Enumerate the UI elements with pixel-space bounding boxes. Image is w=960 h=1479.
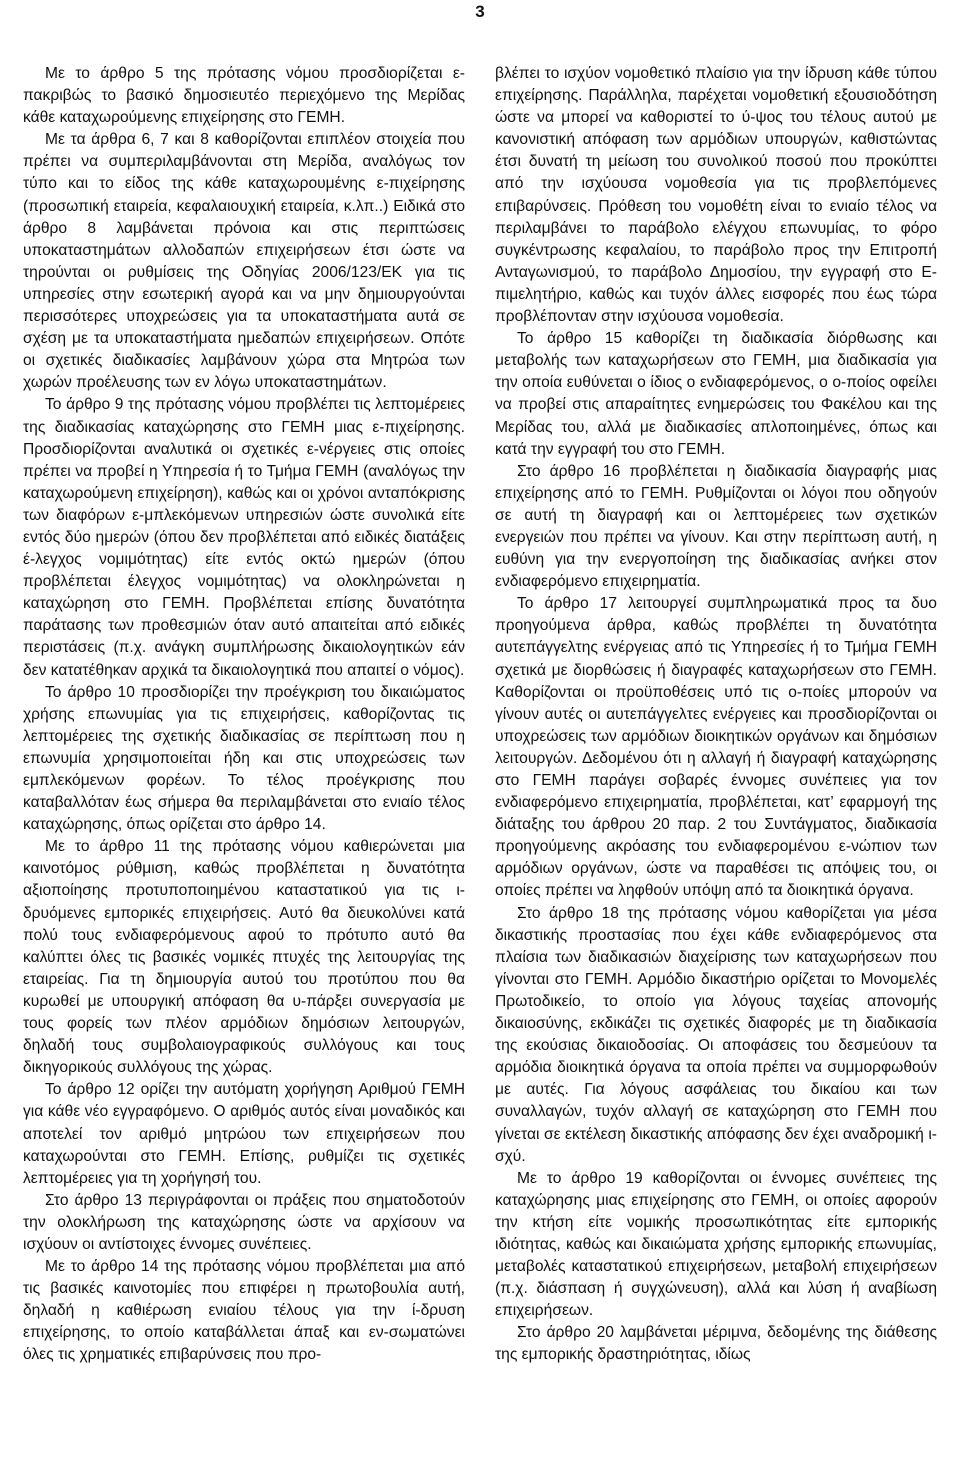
paragraph: Το άρθρο 12 ορίζει την αυτόματη χορήγηση Αριθμού ΓΕΜΗ για κάθε νέο εγγραφόμενο. Ο αριθμός αυτός είναι μοναδικός και αποτελεί τον αριθμό μητρώου των επιχειρήσεων που καταχωρούνται στο ΓΕΜΗ. Επίσης, ρυθμίζει τις σχετικές λεπτομέρειες για τη χορήγησή του. xyxy=(23,1081,465,1187)
paragraph-continued: βλέπει το ισχύον νομοθετικό πλαίσιο για την ίδρυση κάθε τύπου επιχείρησης. Παράλληλα, παρέχεται νομοθετική εξουσιοδότηση ώστε να μπορεί να καθοριστεί το ύ-ψος του τέλους αυτού με κανονιστική απόφαση των αρμόδιων υπουργών, καθιστώντας έτσι δυνατή τη μείωση του συνολικού ποσού που προκύπτει από την ισχύουσα νομοθεσία για τις προβλεπόμενες επιβαρύνσεις. Πρόθεση του νομοθέτη είναι το ενιαίο τέλος να περιλαμβάνει το παράβολο ελέγχου επωνυμίας, το φόρο συγκέντρωσης κεφαλαίου, το παράβολο προς την Επιτροπή Ανταγωνισμού, το παράβολο Δημοσίου, την εγγραφή στο Ε-πιμελητήριο, καθώς και τυχόν άλλες εισφορές που έως τώρα προβλέπονταν στην ισχύουσα νομοθεσία. xyxy=(495,65,937,326)
right-column xyxy=(495,63,937,1367)
paragraph: Στο άρθρο 20 λαμβάνεται μέριμνα, δεδομένης της διάθεσης της εμπορικής δραστηριότητας, ιδίως xyxy=(495,1324,937,1364)
paragraph: Με το άρθρο 11 της πρότασης νόμου καθιερώνεται μια καινοτόμος ρύθμιση, καθώς προβλέπεται η δυνατότητα αξιοποίησης προτυποποιημένου καταστατικού για τις ι-δρυόμενες εμπορικές επιχειρήσεις. Αυτό θα διευκολύνει κατά πολύ τους ενδιαφερόμενους αφού το πρότυπο αυτό θα καλύπτει όλες τις βασικές νομικές πτυχές της λειτουργίας της εταιρείας. Για τη δημιουργία αυτού του προτύπου που θα κυρωθεί με υπουργική απόφαση θα υ-πάρξει συνεργασία με τους φορείς των πλέον αρμόδιων δημόσιων λειτουργών, δηλαδή τους συμβολαιογραφικούς συλλόγους και τους δικηγορικούς συλλόγους της χώρας. xyxy=(23,838,465,1077)
paragraph: Στο άρθρο 18 της πρότασης νόμου καθορίζεται για μέσα δικαστικής προστασίας που έχει κάθε ενδιαφερόμενος στα πλαίσια των διαδικασιών διαχείρισης των καταχωρήσεων που γίνονται στο ΓΕΜΗ. Αρμόδιο δικαστήριο ορίζεται το Μονομελές Πρωτοδικείο, το οποίο για λόγους ταχείας απονομής δικαιοσύνης, εκδικάζει τις σχετικές διαφορές με τη διαδικασία της εκούσιας δικαιοδοσίας. Οι αποφάσεις του δεσμεύουν τα αρμόδια διοικητικά όργανα τα οποία πρέπει να συμμορφωθούν με αυτές. Για λόγους ασφάλειας του δικαίου και των συναλλαγών, τυχόν αλλαγή σε καταχώρηση στο ΓΕΜΗ που γίνεται σε εκτέλεση δικαστικής απόφασης δεν έχει αναδρομική ι-σχύ. xyxy=(495,904,937,1165)
paragraph: Το άρθρο 9 της πρότασης νόμου προβλέπει τις λεπτομέρειες της διαδικασίας καταχώρησης στο ΓΕΜΗ μιας ε-πιχείρησης. Προσδιορίζονται αναλυτικά οι σχετικές ε-νέργειες στις οποίες πρέπει να προβεί η Υπηρεσία ή το Τμήμα ΓΕΜΗ (αναλόγως την καταχωρούμενη επιχείρηση), καθώς και οι χρόνοι ανταπόκρισης των διαφόρων ε-μπλεκόμενων υπηρεσιών ώστε συνολικά είτε εντός δύο ημερών (όπου δεν προβλέπεται από ειδικές διατάξεις έ-λεγχος νομιμότητας) είτε εντός οκτώ ημερών (όπου προβλέπεται έλεγχος νομιμότητας) να ολοκληρώνεται η καταχώρηση στο ΓΕΜΗ. Προβλέπεται επίσης δυνατότητα παράτασης των προθεσμιών όταν αυτό απαιτείται από ειδικές περιστάσεις (π.χ. ανάγκη συμπλήρωσης δικαιολογητικών εάν δεν κατατέθηκαν αρχικά τα δικαιολογητικά που απαιτεί ο νόμος). xyxy=(23,396,465,679)
paragraph: Με το άρθρο 14 της πρότασης νόμου προβλέπεται μια από τις βασικές καινοτομίες που επιφέρει η πρωτοβουλία αυτή, δηλαδή η καθιέρωση ενιαίου τέλους για την ί-δρυση επιχείρησης, το οποίο καταβάλλεται άπαξ και εν-σωματώνει όλες τις χρηματικές επιβαρύνσεις που προ- xyxy=(23,1258,465,1364)
paragraph: Το άρθρο 10 προσδιορίζει την προέγκριση του δικαιώματος χρήσης επωνυμίας για τις επιχειρήσεις, καθορίζοντας τις λεπτομέρειες της σχετικής διαδικασίας σε περίπτωση που η επωνυμία χρησιμοποιείται ήδη και στις υποχρεώσεις των εμπλεκόμενων φορέων. Το τέλος προέγκρισης που καταβαλλόταν έως σήμερα θα περιλαμβάνεται στο ενιαίο τέλος καταχώρησης, όπως ορίζεται στο άρθρο 14. xyxy=(23,683,465,834)
paragraph: Στο άρθρο 13 περιγράφονται οι πράξεις που σηματοδοτούν την ολοκλήρωση της καταχώρησης ώστε να αρχίσουν να ισχύουν οι αντίστοιχες έννομες συνέπειες. xyxy=(23,1191,465,1253)
paragraph: Με το άρθρο 5 της πρότασης νόμου προσδιορίζεται ε-πακριβώς το βασικό δημοσιευτέο περιεχόμενο της Μερίδας κάθε καταχωρούμενης επιχείρησης στο ΓΕΜΗ. xyxy=(23,65,465,127)
paragraph: Το άρθρο 15 καθορίζει τη διαδικασία διόρθωσης και μεταβολής των καταχωρήσεων στο ΓΕΜΗ, μια διαδικασία για την οποία ευθύνεται ο ίδιος ο ενδιαφερόμενος, ο ο-ποίος οφείλει να προβεί στις απαραίτητες ενημερώσεις του Φακέλου και της Μερίδας του, αλλά με διαδικασίες απλοποιημένες, όπως και κατά την εγγραφή του στο ΓΕΜΗ. xyxy=(495,330,937,458)
paragraph: Με τα άρθρα 6, 7 και 8 καθορίζονται επιπλέον στοιχεία που πρέπει να συμπεριλαμβάνονται στη Μερίδα, αναλόγως τον τύπο και το είδος της κάθε καταχωρουμένης ε-πιχείρησης (προσωπική εταιρεία, κεφαλαιουχική εταιρεία, κ.λπ..) Ειδικά στο άρθρο 8 λαμβάνεται πρόνοια και στις περιπτώσεις υποκαταστημάτων αλλοδαπών επιχειρήσεων έτσι ώστε να τηρούνται οι ρυθμίσεις της Οδηγίας 2006/123/ΕΚ για τις υπηρεσίες στην εσωτερική αγορά και να μην δημιουργούνται περισσότερες υποχρεώσεις για τα υποκαταστήματα αυτά σε σχέση με τα υποκαταστήματα ημεδαπών επιχειρήσεων. Οπότε οι σχετικές διαδικασίες λαμβάνουν χώρα στα Μητρώα των χωρών προέλευσης των εν λόγω υποκαταστημάτων. xyxy=(23,131,465,392)
left-column xyxy=(23,63,465,1367)
page-number: 3 xyxy=(475,2,485,21)
paragraph: Το άρθρο 17 λειτουργεί συμπληρωματικά προς τα δυο προηγούμενα άρθρα, καθώς προβλέπει τη δυνατότητα αυτεπάγγελτης ενέργειας από τις Υπηρεσίες ή το Τμήμα ΓΕΜΗ σχετικά με διορθώσεις ή διαγραφές καταχωρήσεων στο ΓΕΜΗ. Καθορίζονται οι προϋποθέσεις υπό τις ο-ποίες μπορούν να γίνουν αυτές οι αυτεπάγγελτες ενέργειες και προσδιορίζονται οι υποχρεώσεις των αρμόδιων διοικητικών οργάνων και δημόσιων λειτουργών. Δεδομένου ότι η αλλαγή ή διαγραφή καταχώρησης στο ΓΕΜΗ παράγει σοβαρές έννομες συνέπειες για τον ενδιαφερόμενο επιχειρηματία, προβλέπεται, κατ’ εφαρμογή της διάταξης του άρθρου 20 παρ. 2 του Συντάγματος, διαδικασία προηγούμενης ακρόασης του ενδιαφερομένου ε-νώπιον των αρμόδιων οργάνων, ώστε να παραθέσει τις απόψεις του, οι οποίες πρέπει να ληφθούν υπόψη από τα διοικητικά όργανα. xyxy=(495,595,937,900)
paragraph: Με το άρθρο 19 καθορίζονται οι έννομες συνέπειες της καταχώρησης μιας επιχείρησης στο ΓΕΜΗ, οι οποίες αφορούν την κτήση είτε νομικής προσωπικότητας είτε εμπορικής ιδιότητας, καθώς και δικαιώματα χρήσης εμπορικής επωνυμίας, μεταβολές καταστατικού επιχειρήσεων, μεταβολή επιχειρήσεων (π.χ. διάσπαση ή συγχώνευση), αλλά και λύση ή αναβίωση επιχειρήσεων. xyxy=(495,1169,937,1320)
paragraph: Στο άρθρο 16 προβλέπεται η διαδικασία διαγραφής μιας επιχείρησης από το ΓΕΜΗ. Ρυθμίζονται οι λόγοι που οδηγούν σε αυτή τη διαγραφή και οι λεπτομέρειες των σχετικών ενεργειών που πρέπει να γίνουν. Και στην περίπτωση αυτή, η ευθύνη για την ενεργοποίηση της διαδικασίας ανήκει στον ενδιαφερόμενο επιχειρηματία. xyxy=(495,462,937,591)
